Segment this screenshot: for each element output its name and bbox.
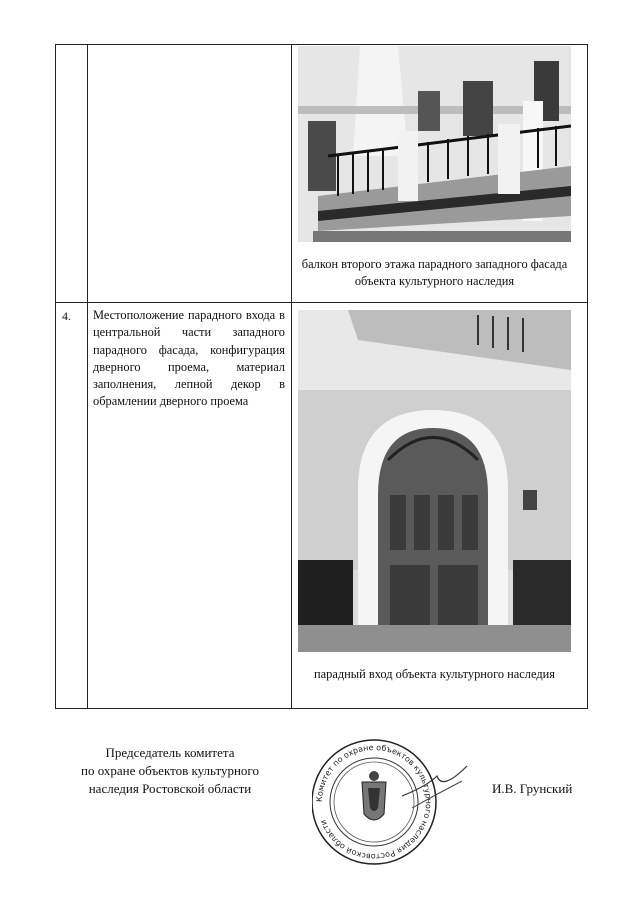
official-seal — [312, 736, 472, 876]
position-line-2: по охране объектов культурного — [81, 763, 259, 778]
table-column-divider — [291, 45, 292, 708]
position-line-1: Председатель комитета — [105, 745, 235, 760]
table-row-divider — [56, 302, 587, 303]
balcony-photo — [298, 46, 571, 242]
row4-number: 4. — [62, 309, 71, 323]
signatory-position — [55, 744, 285, 798]
signatory-name: И.В. Грунский — [492, 781, 573, 796]
entrance-photo-caption: парадный вход объекта культурного наследия — [314, 667, 555, 681]
position-line-3: наследия Ростовской области — [88, 781, 252, 796]
monuments-table — [55, 44, 588, 709]
table-column-divider — [87, 45, 88, 708]
seal-text: Комитет по охране объектов культурного наследия Ростовской области — [314, 742, 434, 862]
entrance-photo — [298, 310, 571, 652]
balcony-photo-caption: балкон второго этажа парадного западного фасада объекта культурного наследия — [301, 257, 568, 289]
row4-description: Местоположение парадного входа в центральной части западного парадного фасада, конфигурация дверного проема, материал заполнения, лепной декор в обрамлении дверного проема — [93, 308, 285, 409]
